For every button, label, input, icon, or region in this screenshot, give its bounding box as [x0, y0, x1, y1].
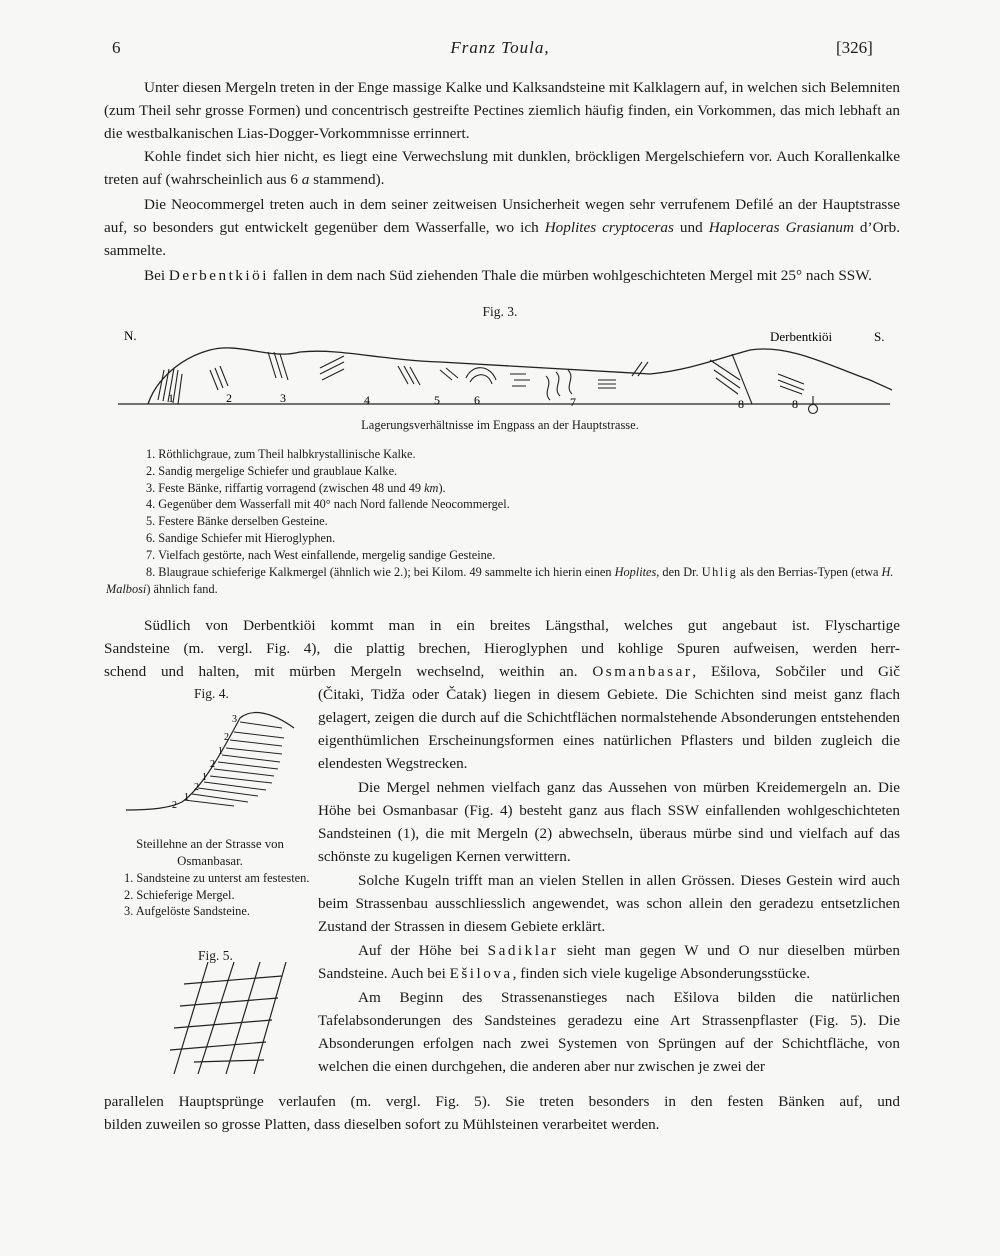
fig3-number-8b: 8 [792, 397, 798, 411]
fig4-legend [124, 870, 314, 920]
paragraph-2: Kohle findet sich hier nicht, es liegt eine Verwechslung mit dunklen, bröckligen Mergelschiefern vor. Auch Korallenkalke treten auf (wahrscheinlich aus 6 a stammend). [104, 148, 900, 188]
fig4-label-2b: 2 [210, 759, 215, 770]
fig3-legend-item-6: 6. Sandige Schiefer mit Hieroglyphen. [146, 530, 336, 545]
fig3-number-5: 5 [434, 393, 440, 407]
narrow-text-column [318, 683, 900, 1078]
fig3-legend [146, 446, 896, 564]
fig4-label-2c: 2 [194, 782, 199, 793]
paragraph-7: Solche Kugeln trifft man an vielen Stellen in allen Grössen. Dieses Gestein wird auch beim Strassenbau ausschliesslich angewendet, was schon allein den geradezu entsetzlichen Zustand der Strassen in diesem Gebiete erklärt. [318, 872, 900, 935]
fig3-legend-item-1: 1. Röthlichgraue, zum Theil halbkrystallinische Kalke. [146, 447, 416, 461]
fig3-legend-item-4: 4. Gegenüber dem Wasserfall mit 40° nach Nord fallende Neocommergel. [146, 497, 510, 512]
fig4-label-2d: 2 [172, 800, 177, 811]
fig5-joint-pattern [168, 962, 292, 1080]
fig4-label-1a: 1 [218, 746, 223, 757]
fig3-number-6: 6 [474, 393, 480, 407]
fig3-legend-item-3: 3. Feste Bänke, riffartig vorragend (zwischen 48 und 49 km). [146, 480, 446, 495]
paragraph-3: Die Neocommergel treten auch in dem seiner zeitweisen Unsicherheit wegen sehr verrufenem Defilé an der Hauptstrasse auf, so besonders gut entwickelt gegenüber dem Wasserfalle, wo ich Hoplites cryptoceras und Haploceras Grasianum d’Orb. sammelte. [104, 196, 900, 259]
fig3-legend-item-7: 7. Vielfach gestörte, nach West einfallende, mergelig sandige Gesteine. [146, 547, 496, 562]
fig3-north-label: N. [124, 328, 137, 343]
fig4-label-2a: 2 [224, 732, 229, 743]
paragraph-5-full: Südlich von Derbentkiöi kommt man in ein breites Längsthal, welches gut angebaut ist. Flyschartige Sandsteine (m. vergl. Fig. 4), die plattig brechen, Hieroglyphen und kohlige Spuren aufweisen, werden herr- schend und halten, mit mürben Mergeln wechselnd, weithin an. Osmanbasar, Ešilova, Sobčiler und Gič [104, 617, 900, 680]
fig3-legend-item-8: 8. Blaugraue schieferige Kalkmergel (ähnlich wie 2.); bei Kilom. 49 sammelte ich hierin einen Hoplites, den Dr. Uhlig als den Berrias-Typen (etwa H. Malbosi) ähnlich fand. [106, 565, 894, 596]
fig5-title: Fig. 5. [198, 948, 233, 963]
paragraph-9-end: parallelen Hauptsprünge verlaufen (m. vergl. Fig. 5). Sie treten besonders in den festen Bänken auf, und bilden zuweilen so grosse Platten, dass dieselben sofort zu Mühlsteinen verarbeitet werden. [104, 1093, 900, 1133]
paragraph-4: Bei Derbentkiöi fallen in dem nach Süd ziehenden Thale die mürben wohlgeschichteten Mergel mit 25° nach SSW. [144, 267, 872, 284]
fig3-caption: Lagerungsverhältnisse im Engpass an der Hauptstrasse. [361, 418, 639, 432]
fig4-label-1b: 1 [202, 772, 207, 783]
paragraph-5-rest: (Čitaki, Tidža oder Čatak) liegen in diesem Gebiete. Die Schichten sind meist ganz flach gelagert, zeigen die durch auf die Schichtflächen normalstehende Absonderungen entstehenden eigenthümlichen Erscheinungsformen eines natürlichen Pflasters und bilden zugleich die elendesten Wegstrecken. [318, 686, 900, 772]
paragraph-1: Unter diesen Mergeln treten in der Enge massige Kalke und Kalksandsteine mit Kalklagern auf, in welchen sich Belemniten (zum Theil sehr grosse Formen) und concentrisch gestreifte Pectines ziemlich häufig finden, ein Vorkommen, das mich lebhaft an die westbalkanischen Lias-Dogger-Vorkommnisse errinnert. [104, 79, 900, 142]
fig4-legend-item-1: 1. Sandsteine zu unterst am festesten. [124, 871, 310, 885]
fig3-section-profile [110, 320, 900, 420]
fig3-number-7: 7 [570, 395, 576, 409]
fig4-caption: Steillehne an der Strasse von Osmanbasar. [136, 837, 284, 868]
paragraph-9-start: Am Beginn des Strassenanstieges nach Ešilova bilden die natürlichen Tafelabsonderungen des Sandsteines geradezu eine Art Strassenpflaster (Fig. 5). Die Absonderungen erfolgen nach zwei Systemen von Sprüngen auf der Schichtfläche, von welchen die einen durchgehen, die anderen aber nur zwischen je zwei der [318, 989, 900, 1075]
fig3-title: Fig. 3. [482, 304, 518, 319]
page-number: 6 [112, 38, 121, 57]
fig4-label-3: 3 [232, 714, 237, 725]
fig4-title: Fig. 4. [194, 686, 229, 701]
running-title: Franz Toula, [450, 38, 550, 57]
fig3-number-8a: 8 [738, 397, 744, 411]
fig3-place-label: Derbentkiöi [770, 329, 833, 344]
fig3-number-3: 3 [280, 391, 286, 405]
bracket-page-number: [326] [836, 38, 873, 57]
fig4-slope-section [122, 702, 308, 830]
fig4-legend-item-3: 3. Aufgelöste Sandsteine. [124, 904, 250, 919]
fig3-number-2: 2 [226, 391, 232, 405]
paragraph-8: Auf der Höhe bei Sadiklar sieht man gegen W und O nur dieselben mürben Sandsteine. Auch bei Ešilova, finden sich viele kugelige Absonderungsstücke. [318, 942, 901, 982]
fig3-legend-item-2: 2. Sandig mergelige Schiefer und graublaue Kalke. [146, 463, 398, 478]
fig3-legend-item-5: 5. Festere Bänke derselben Gesteine. [146, 514, 328, 529]
fig3-number-4: 4 [364, 393, 370, 407]
fig3-south-label: S. [874, 329, 885, 344]
fig4-label-1c: 1 [184, 792, 189, 803]
top-text-block [104, 76, 900, 287]
fig3-number-1: 1 [168, 391, 174, 405]
fig4-legend-item-2: 2. Schieferige Mergel. [124, 887, 235, 902]
paragraph-6: Die Mergel nehmen vielfach ganz das Aussehen von mürben Kreidemergeln an. Die Höhe bei Osmanbasar (Fig. 4) besteht ganz aus flach SSW einfallenden wohlgeschichteten Sandsteinen (1), die mit Mergeln (2) abwechseln, überaus mürbe sind und vielfach auf das schönste zu kugeligen Kernen verwittern. [318, 779, 900, 865]
